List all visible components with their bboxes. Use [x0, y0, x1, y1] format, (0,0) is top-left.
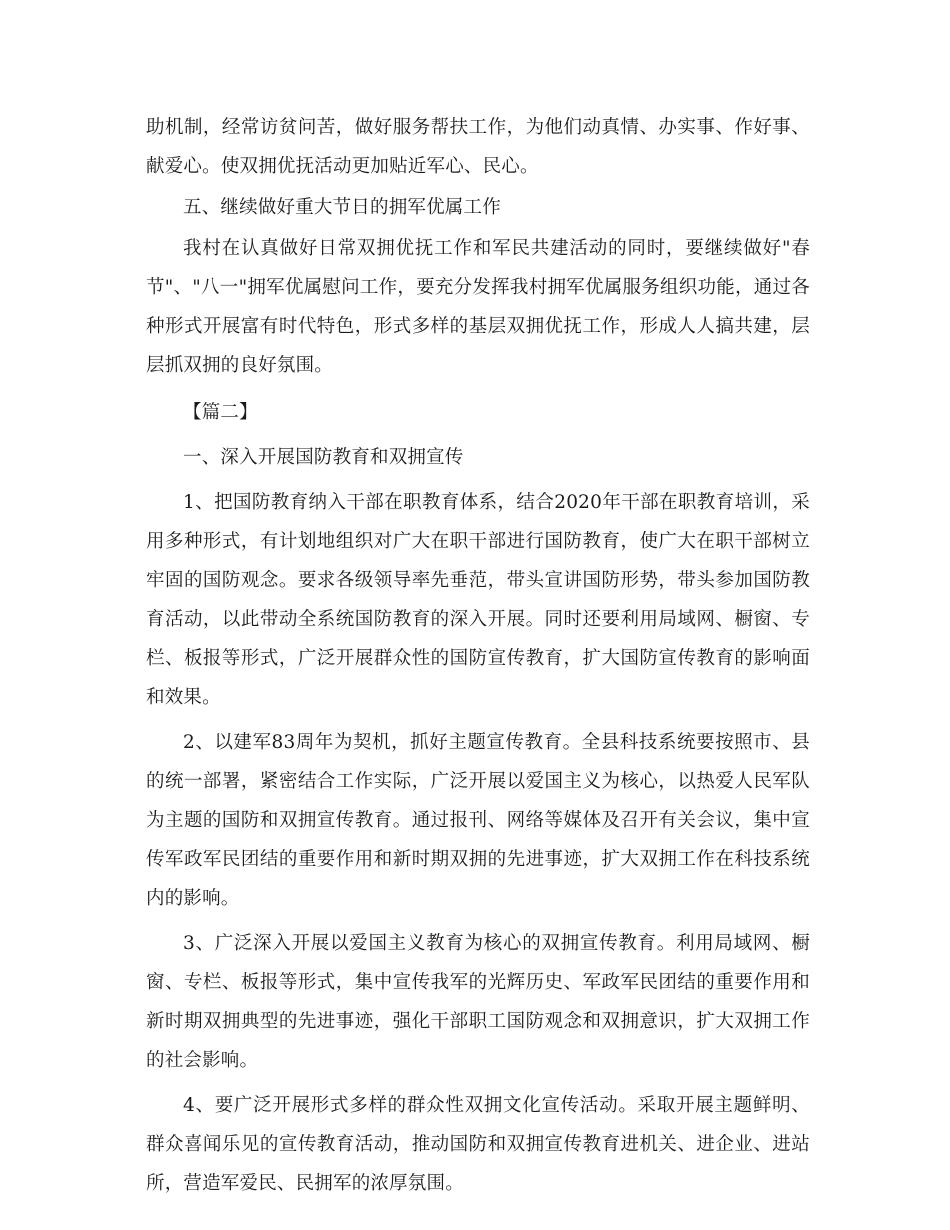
part-heading-two: 【篇二】 — [183, 402, 258, 423]
paragraph-item-4: 4、要广泛开展形式多样的群众性双拥文化宣传活动。采取开展主题鲜明、群众喜闻乐见的宣传教育活动，推动国防和双拥宣传教育进机关、进企业、进站所，营造军爱民、民拥军的浓厚氛围。 — [146, 1095, 810, 1194]
paragraph-item-3: 3、广泛深入开展以爱国主义教育为核心的双拥宣传教育。利用局域网、橱窗、专栏、板报等形式，集中宣传我军的光辉历史、军政军民团结的重要作用和新时期双拥典型的先进事迹，强化干部职工国防观念和双拥意识，扩大双拥工作的社会影响。 — [146, 933, 810, 1071]
section-heading-one: 一、深入开展国防教育和双拥宣传 — [183, 447, 464, 468]
section-heading-five: 五、继续做好重大节日的拥军优属工作 — [183, 197, 501, 218]
paragraph-festival-work: 我村在认真做好日常双拥优抚工作和军民共建活动的同时，要继续做好"春节"、"八一"拥军优属慰问工作，要充分发挥我村拥军优属服务组织功能，通过各种形式开展富有时代特色，形式多样的基层双拥优抚工作，形成人人搞共建，层层抓双拥的良好氛围。 — [146, 238, 810, 376]
document-body — [146, 108, 810, 1203]
paragraph-item-1: 1、把国防教育纳入干部在职教育体系，结合2020年干部在职教育培训，采用多种形式，有计划地组织对广大在职干部进行国防教育，使广大在职干部树立牢固的国防观念。要求各级领导率先垂范，带头宣讲国防形势，带头参加国防教育活动，以此带动全系统国防教育的深入开展。同时还要利用局域网、橱窗、专栏、板报等形式，广泛开展群众性的国防宣传教育，扩大国防宣传教育的影响面和效果。 — [146, 492, 810, 708]
paragraph-item-2: 2、以建军83周年为契机，抓好主题宣传教育。全县科技系统要按照市、县的统一部署，紧密结合工作实际，广泛开展以爱国主义为核心，以热爱人民军队为主题的国防和双拥宣传教育。通过报刊、网络等媒体及召开有关会议，集中宣传军政军民团结的重要作用和新时期双拥的先进事迹，扩大双拥工作在科技系统内的影响。 — [146, 732, 810, 909]
paragraph-continuation: 助机制，经常访贫问苦，做好服务帮扶工作，为他们动真情、办实事、作好事、献爱心。使双拥优抚活动更加贴近军心、民心。 — [146, 117, 810, 177]
